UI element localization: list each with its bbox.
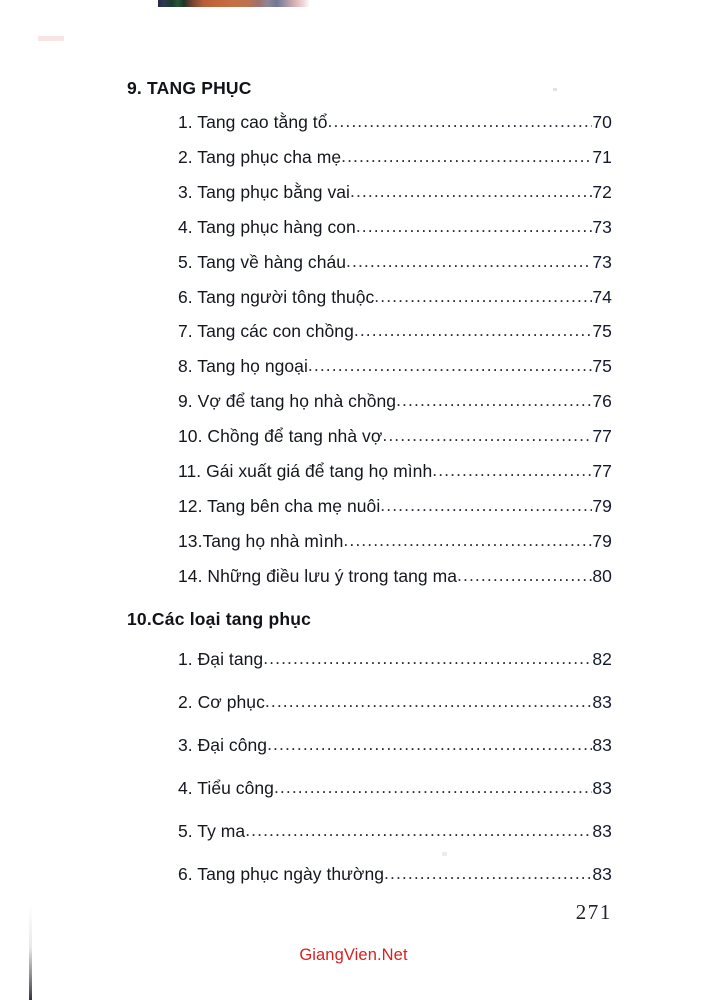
toc-entry[interactable] [178,426,612,452]
toc-entry-page-number: 79 [592,495,612,516]
toc-entry-label: 9. Vợ để tang họ nhà chồng [178,391,397,412]
toc-dot-leader [341,146,592,164]
toc-dot-leader [263,648,592,666]
toc-entry-page-number: 83 [592,691,612,712]
toc-entry-page-number: 75 [592,321,612,342]
watermark: GiangVien.Net [299,946,408,964]
toc-entry[interactable] [178,864,612,890]
toc-entry[interactable] [178,735,612,761]
toc-entry-page-number: 77 [592,461,612,481]
toc-dot-leader [350,181,592,199]
toc-entry-page-number: 79 [592,530,612,551]
toc-entry-page-number: 77 [592,426,612,447]
toc-entry-label: 4. Tiểu công [178,777,274,798]
toc-entry[interactable] [178,496,612,522]
toc-entry[interactable] [178,182,612,208]
toc-entry[interactable] [178,531,612,557]
toc-entry-page-number: 70 [592,112,612,132]
toc-entry-page-number: 72 [592,181,612,202]
toc-entry[interactable] [178,321,612,347]
toc-entry[interactable] [178,391,612,417]
toc-dot-leader [457,565,592,583]
toc-entry[interactable] [178,287,612,313]
toc-entry-label: 13.Tang họ nhà mình [178,530,344,551]
toc-entry-label: 3. Đại công [178,734,268,755]
toc-entry-label: 4. Tang phục hàng con [178,216,356,237]
page-number: 271 [575,900,612,924]
toc-entry-label: 11. Gái xuất giá để tang họ mình [178,461,433,481]
toc-entry-label: 14. Những điều lưu ý trong tang ma [178,565,458,586]
toc-dot-leader [382,425,592,443]
toc-dot-leader [356,216,593,234]
toc-entry-label: 6. Tang người tông thuộc [178,286,375,307]
toc-entry[interactable] [178,217,612,243]
toc-entry[interactable] [178,566,612,592]
toc-entry-label: 5. Tang về hàng cháu [178,251,347,272]
scan-artifact-smudge [38,36,64,41]
toc-dot-leader [432,460,592,478]
toc-entry[interactable] [178,692,612,718]
toc-entry[interactable] [178,649,612,675]
toc-entry-label: 1. Đại tang [178,649,264,669]
toc-entry-label: 10. Chồng để tang nhà vợ [178,426,383,447]
toc-entry-label: 3. Tang phục bằng vai [178,181,350,202]
toc-dot-leader [354,320,592,338]
toc-dot-leader [343,530,592,548]
toc-dot-leader [384,863,592,881]
toc-entry-page-number: 75 [592,356,612,377]
toc-entry-page-number: 83 [592,820,612,841]
toc-entry-page-number: 83 [592,777,612,798]
toc-entry-page-number: 80 [592,565,612,586]
scan-artifact-speck [442,852,447,856]
toc-entry[interactable] [178,356,612,382]
toc-dot-leader [274,777,592,795]
toc-entry[interactable] [178,252,612,278]
toc-entry[interactable] [178,778,612,804]
toc-entry-page-number: 74 [592,286,612,307]
toc-entry-label: 7. Tang các con chồng [178,321,354,342]
toc-dot-leader [396,390,592,408]
scan-artifact-color-strip [158,0,310,7]
toc-dot-leader [346,251,592,269]
toc-entry-page-number: 73 [592,251,612,272]
toc-entry-page-number: 76 [592,391,612,412]
toc-entry-label: 8. Tang họ ngoại [178,356,308,377]
toc-dot-leader [374,286,592,304]
toc-entry-label: 1. Tang cao tằng tổ [178,112,328,132]
toc-entry-page-number: 73 [592,216,612,237]
toc-entry-page-number: 83 [592,734,612,755]
toc-entry-label: 6. Tang phục ngày thường [178,863,385,884]
toc-entry[interactable] [178,461,612,487]
toc-entry[interactable] [178,821,612,847]
toc-entry[interactable] [178,147,612,173]
toc-entry-label: 2. Tang phục cha mẹ [178,146,342,167]
toc-entry-page-number: 83 [592,863,612,884]
toc-entry-label: 5. Ty ma [178,820,246,841]
toc-entry[interactable] [178,112,612,138]
section-heading-9: 9. TANG PHỤC [127,78,252,98]
toc-entry-page-number: 82 [592,649,612,669]
toc-entry-page-number: 71 [592,146,612,167]
toc-dot-leader [308,355,592,373]
scan-artifact-speck [553,88,557,91]
toc-dot-leader [245,820,592,838]
toc-entry-label: 12. Tang bên cha mẹ nuôi [178,495,381,516]
toc-dot-leader [328,111,593,129]
toc-dot-leader [267,734,592,752]
section-heading-10: 10.Các loại tang phục [127,609,312,629]
toc-entry-label: 2. Cơ phục [178,691,265,712]
toc-dot-leader [265,691,592,709]
toc-dot-leader [380,495,592,513]
